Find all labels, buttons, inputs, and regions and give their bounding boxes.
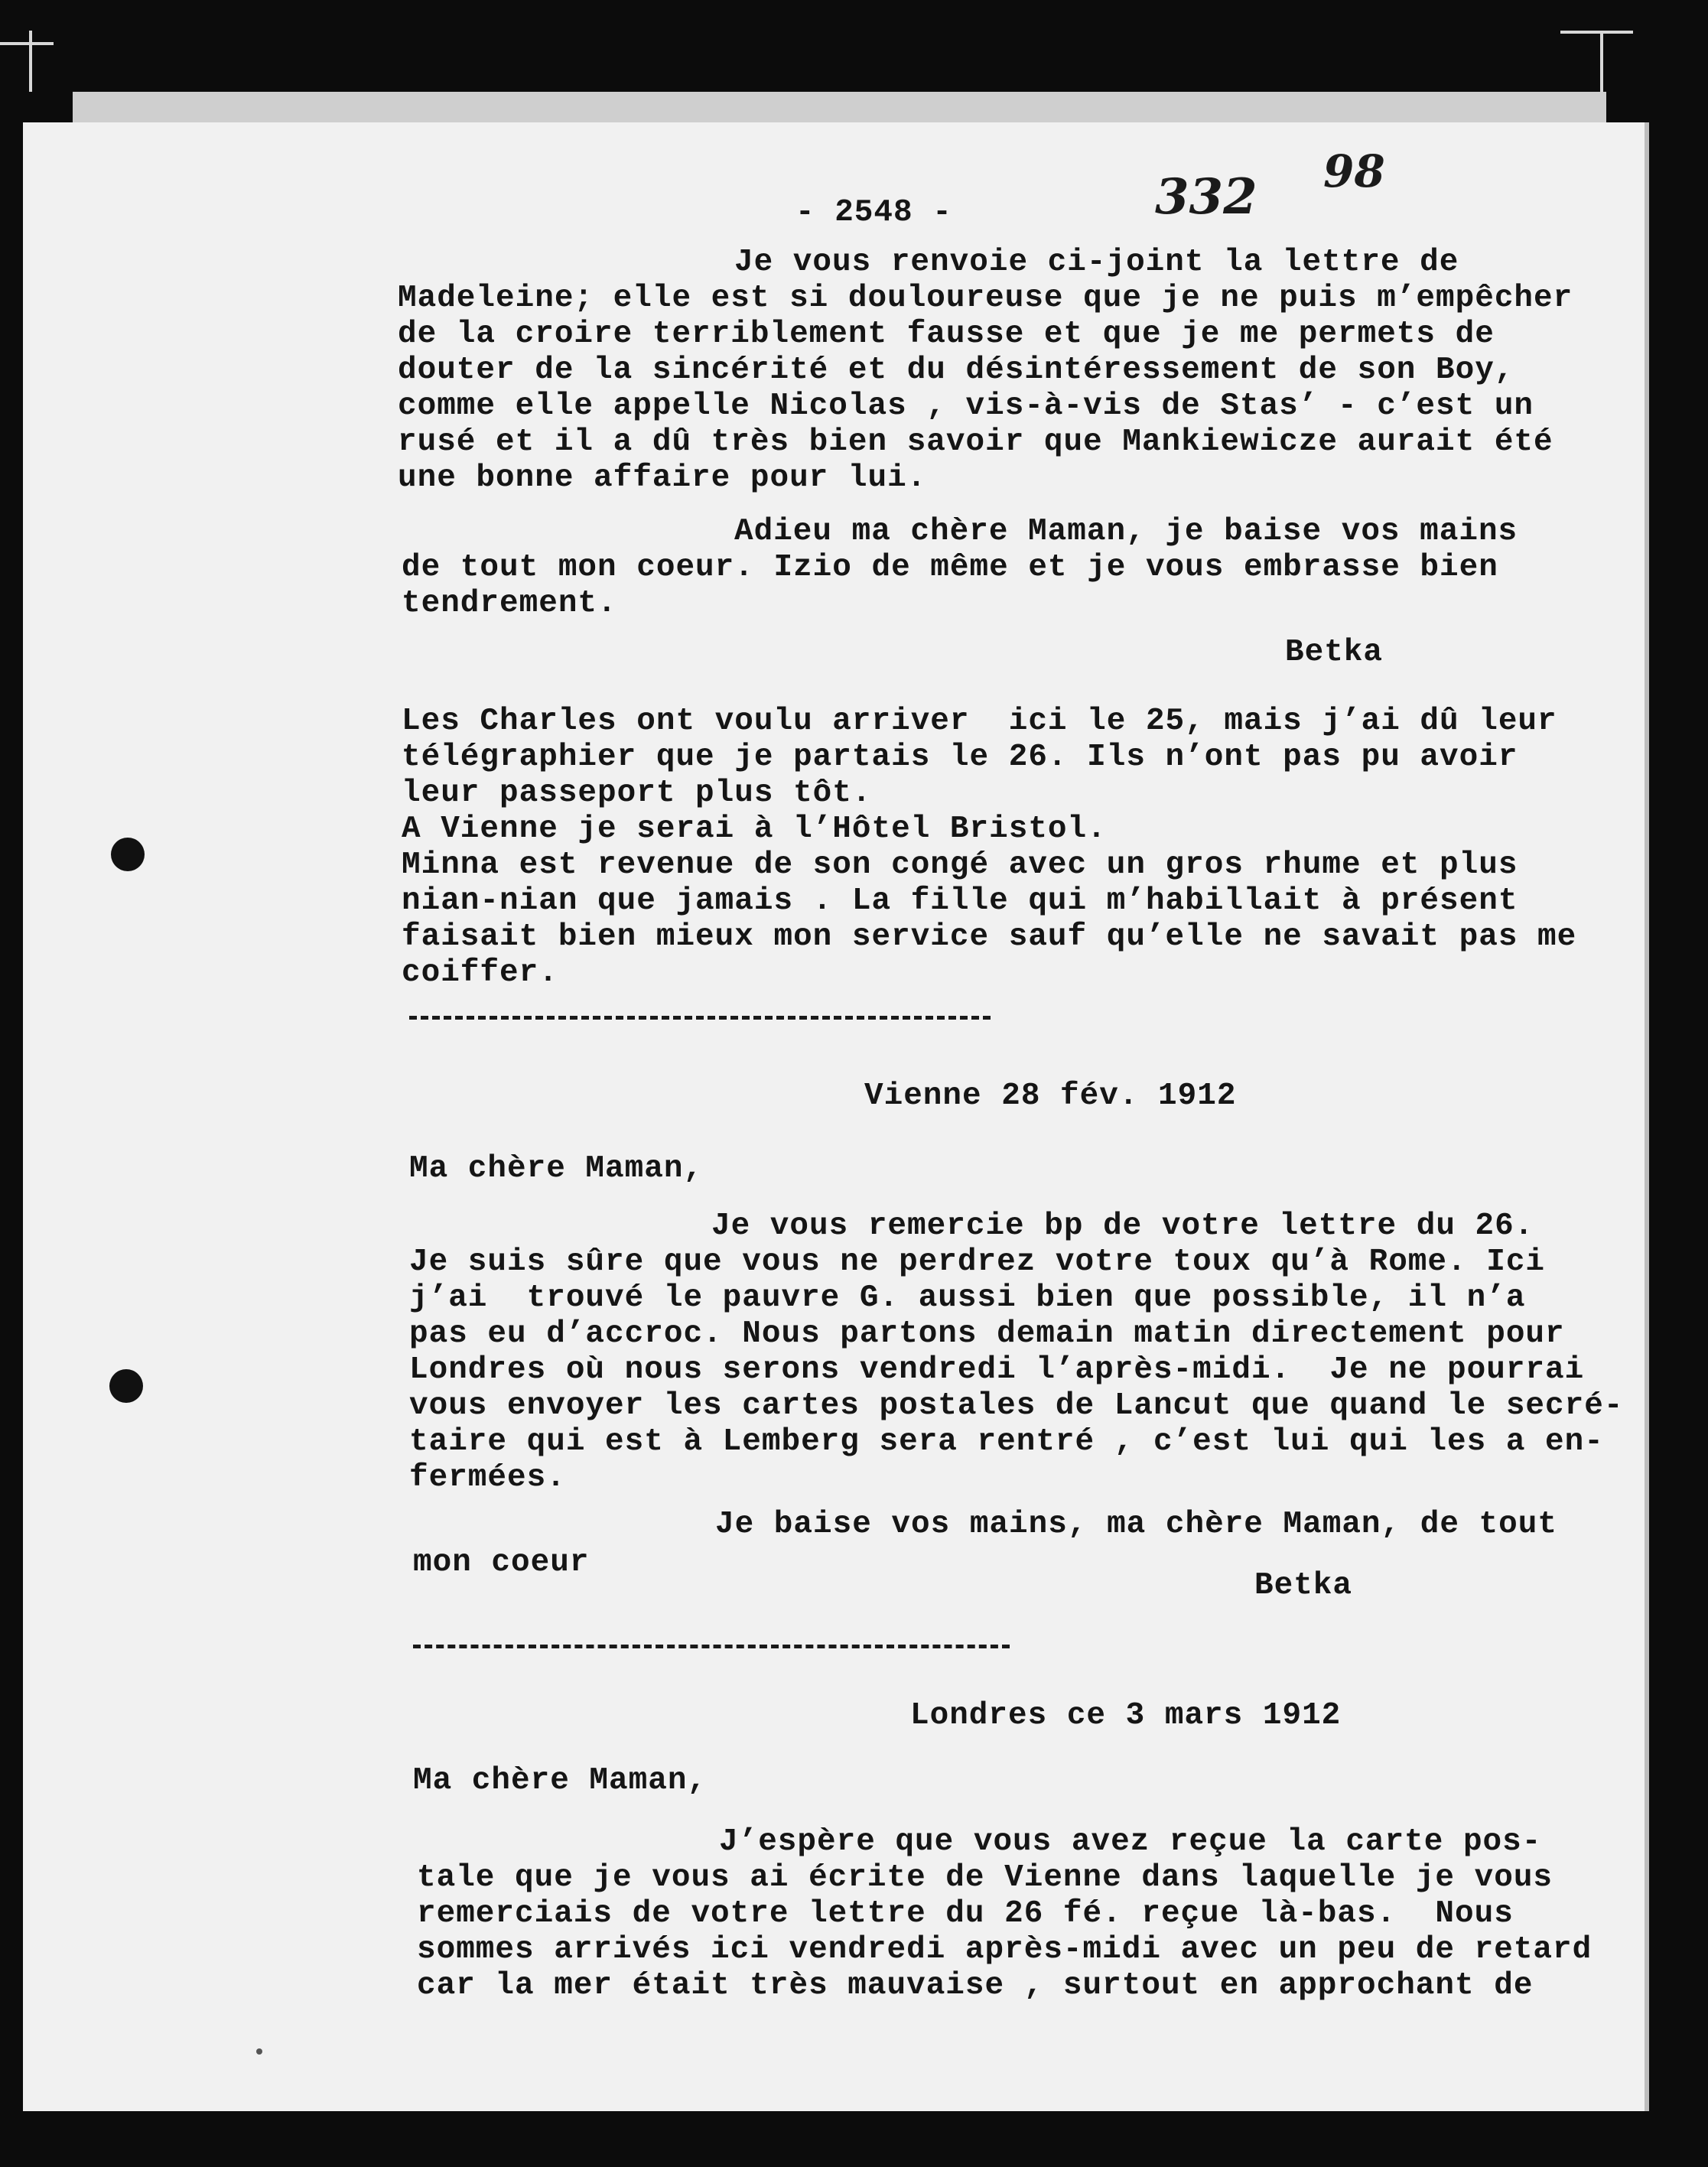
text-line: Je vous remercie bp de votre lettre du 26.	[711, 1209, 1534, 1244]
dateline-londres: Londres ce 3 mars 1912	[910, 1698, 1342, 1733]
dateline-vienne: Vienne 28 fév. 1912	[864, 1079, 1237, 1114]
text-line: taire qui est à Lemberg sera rentré , c’est lui qui les a en-	[409, 1424, 1604, 1459]
text-line: j’ai trouvé le pauvre G. aussi bien que possible, il n’a	[409, 1280, 1526, 1316]
crop-mark-top-left-vertical	[29, 31, 32, 92]
text-line: faisait bien mieux mon service sauf qu’elle ne savait pas me	[402, 919, 1577, 955]
crop-mark-top-right-horizontal	[1560, 31, 1633, 34]
text-line: Je vous renvoie ci-joint la lettre de	[734, 245, 1459, 280]
text-line: fermées.	[409, 1460, 566, 1495]
text-line: tale que je vous ai écrite de Vienne dans laquelle je vous	[417, 1860, 1553, 1895]
page-number: - 2548 -	[795, 195, 952, 230]
text-line: Madeleine; elle est si douloureuse que je ne puis m’empêcher	[398, 281, 1573, 316]
punch-hole-upper	[111, 838, 145, 871]
text-line: Londres où nous serons vendredi l’après-midi. Je ne pourrai	[409, 1352, 1585, 1388]
text-line: J’espère que vous avez reçue la carte pos-	[719, 1824, 1542, 1860]
punch-hole-lower	[109, 1369, 143, 1403]
text-line: mon coeur	[413, 1545, 590, 1580]
handwritten-folio-98: 98	[1323, 145, 1385, 197]
text-line: car la mer était très mauvaise , surtout en approchant de	[417, 1968, 1534, 2003]
text-line: Adieu ma chère Maman, je baise vos mains	[734, 514, 1518, 549]
text-line: Les Charles ont voulu arriver ici le 25, mais j’ai dû leur	[402, 704, 1557, 739]
salutation: Ma chère Maman,	[413, 1763, 708, 1798]
text-line: une bonne affaire pour lui.	[398, 460, 927, 496]
text-line: de tout mon coeur. Izio de même et je vous embrasse bien	[402, 550, 1498, 585]
handwritten-folio-332: 332	[1155, 168, 1257, 226]
text-line: coiffer.	[402, 955, 558, 991]
text-line: vous envoyer les cartes postales de Lancut que quand le secré-	[409, 1388, 1624, 1424]
text-line: comme elle appelle Nicolas , vis-à-vis de Stas’ - c’est un	[398, 389, 1534, 424]
text-line: Minna est revenue de son congé avec un gros rhume et plus	[402, 848, 1518, 883]
text-line: pas eu d’accroc. Nous partons demain matin directement pour	[409, 1316, 1565, 1352]
text-line: A Vienne je serai à l’Hôtel Bristol.	[402, 812, 1107, 847]
text-line: Je suis sûre que vous ne perdrez votre toux qu’à Rome. Ici	[409, 1245, 1546, 1280]
separator-line	[409, 1016, 991, 1020]
signature-betka: Betka	[1254, 1568, 1353, 1603]
text-line: douter de la sincérité et du désintéressement de son Boy,	[398, 353, 1514, 388]
text-line: rusé et il a dû très bien savoir que Mankiewicze aurait été	[398, 425, 1553, 460]
text-line: sommes arrivés ici vendredi après-midi avec un peu de retard	[417, 1932, 1593, 1967]
separator-line	[413, 1645, 1010, 1648]
text-line: remerciais de votre lettre du 26 fé. reçue là-bas. Nous	[417, 1896, 1514, 1931]
crop-mark-top-left-horizontal	[0, 42, 54, 45]
text-line: Je baise vos mains, ma chère Maman, de tout	[715, 1507, 1557, 1542]
text-line: nian-nian que jamais . La fille qui m’habillait à présent	[402, 883, 1518, 919]
signature-betka: Betka	[1285, 635, 1384, 670]
text-line: télégraphier que je partais le 26. Ils n’ont pas pu avoir	[402, 740, 1518, 775]
text-line: tendrement.	[402, 586, 617, 621]
stray-mark	[256, 2048, 262, 2055]
text-line: de la croire terriblement fausse et que je me permets de	[398, 317, 1495, 352]
text-line: leur passeport plus tôt.	[402, 776, 872, 811]
salutation: Ma chère Maman,	[409, 1151, 704, 1186]
typed-page	[23, 122, 1649, 2111]
